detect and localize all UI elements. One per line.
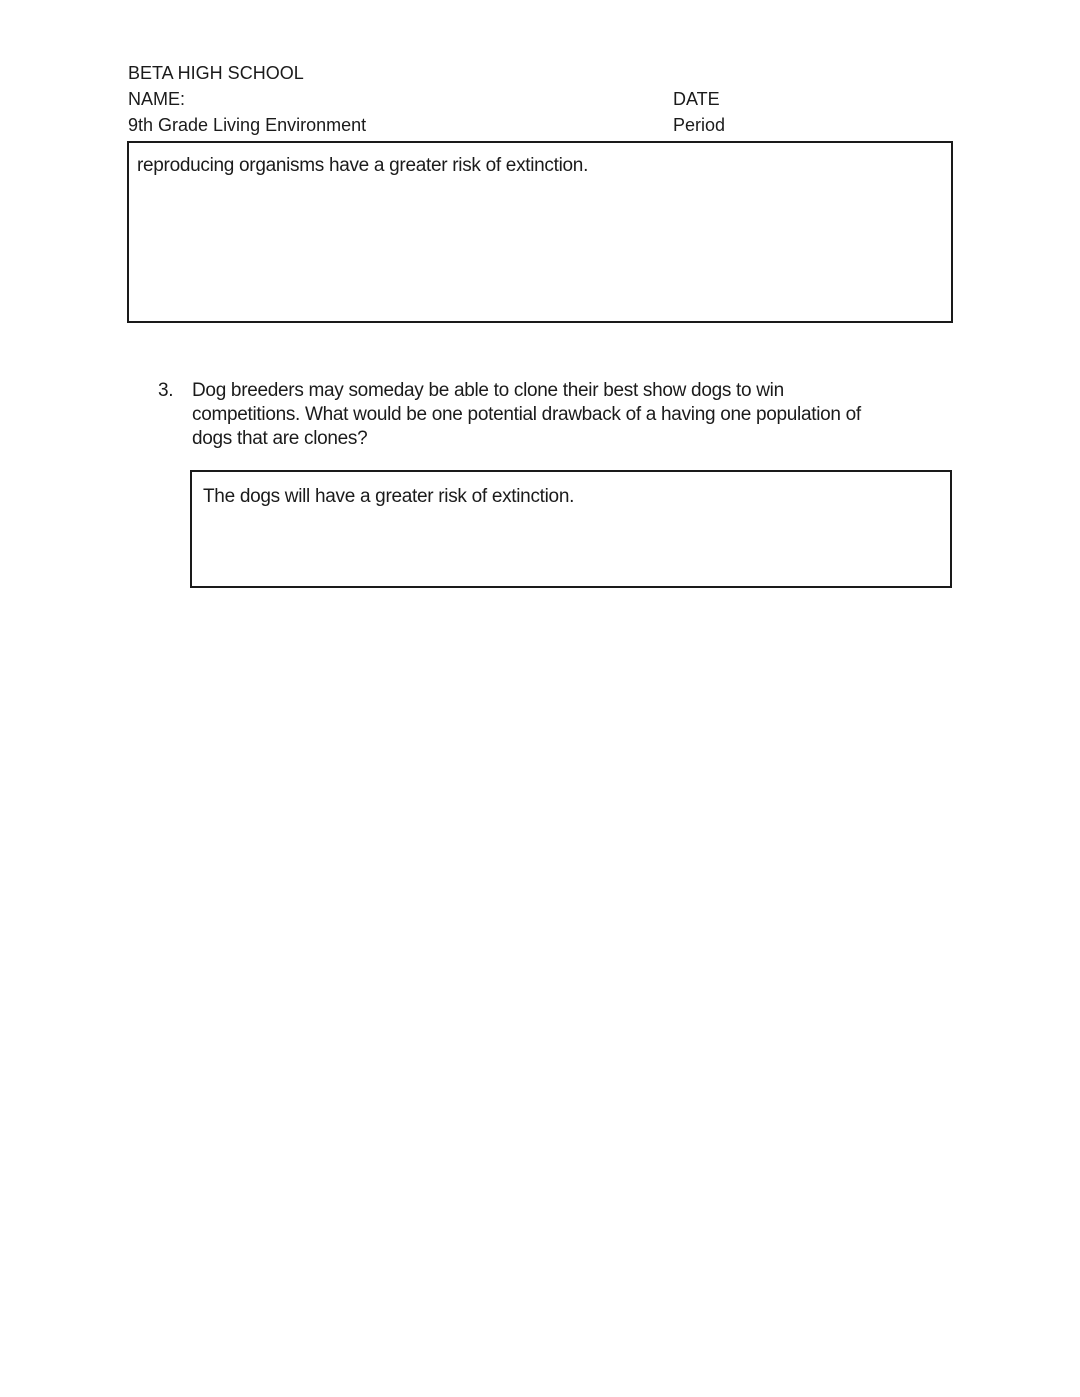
name-label: NAME: <box>128 89 186 109</box>
question-line-2: competitions. What would be one potential drawback of a having one population of <box>192 404 861 425</box>
name-row <box>128 88 720 110</box>
answer-text-continuation: reproducing organisms have a greater risk of extinction. <box>137 155 589 176</box>
period-label: Period <box>673 115 726 135</box>
course-label: 9th Grade Living Environment <box>128 115 367 135</box>
question-line-1: Dog breeders may someday be able to clone their best show dogs to win <box>192 380 784 401</box>
question-number: 3. <box>158 380 174 401</box>
school-name: BETA HIGH SCHOOL <box>128 63 304 83</box>
answer-box-continuation[interactable] <box>127 141 953 323</box>
question-3 <box>158 379 861 451</box>
answer-text-question-3: The dogs will have a greater risk of extinction. <box>203 486 575 507</box>
date-label: DATE <box>673 89 720 109</box>
question-line-3: dogs that are clones? <box>192 428 368 449</box>
course-row <box>128 114 726 136</box>
answer-box-question-3[interactable] <box>190 470 952 588</box>
question-text <box>192 379 861 451</box>
